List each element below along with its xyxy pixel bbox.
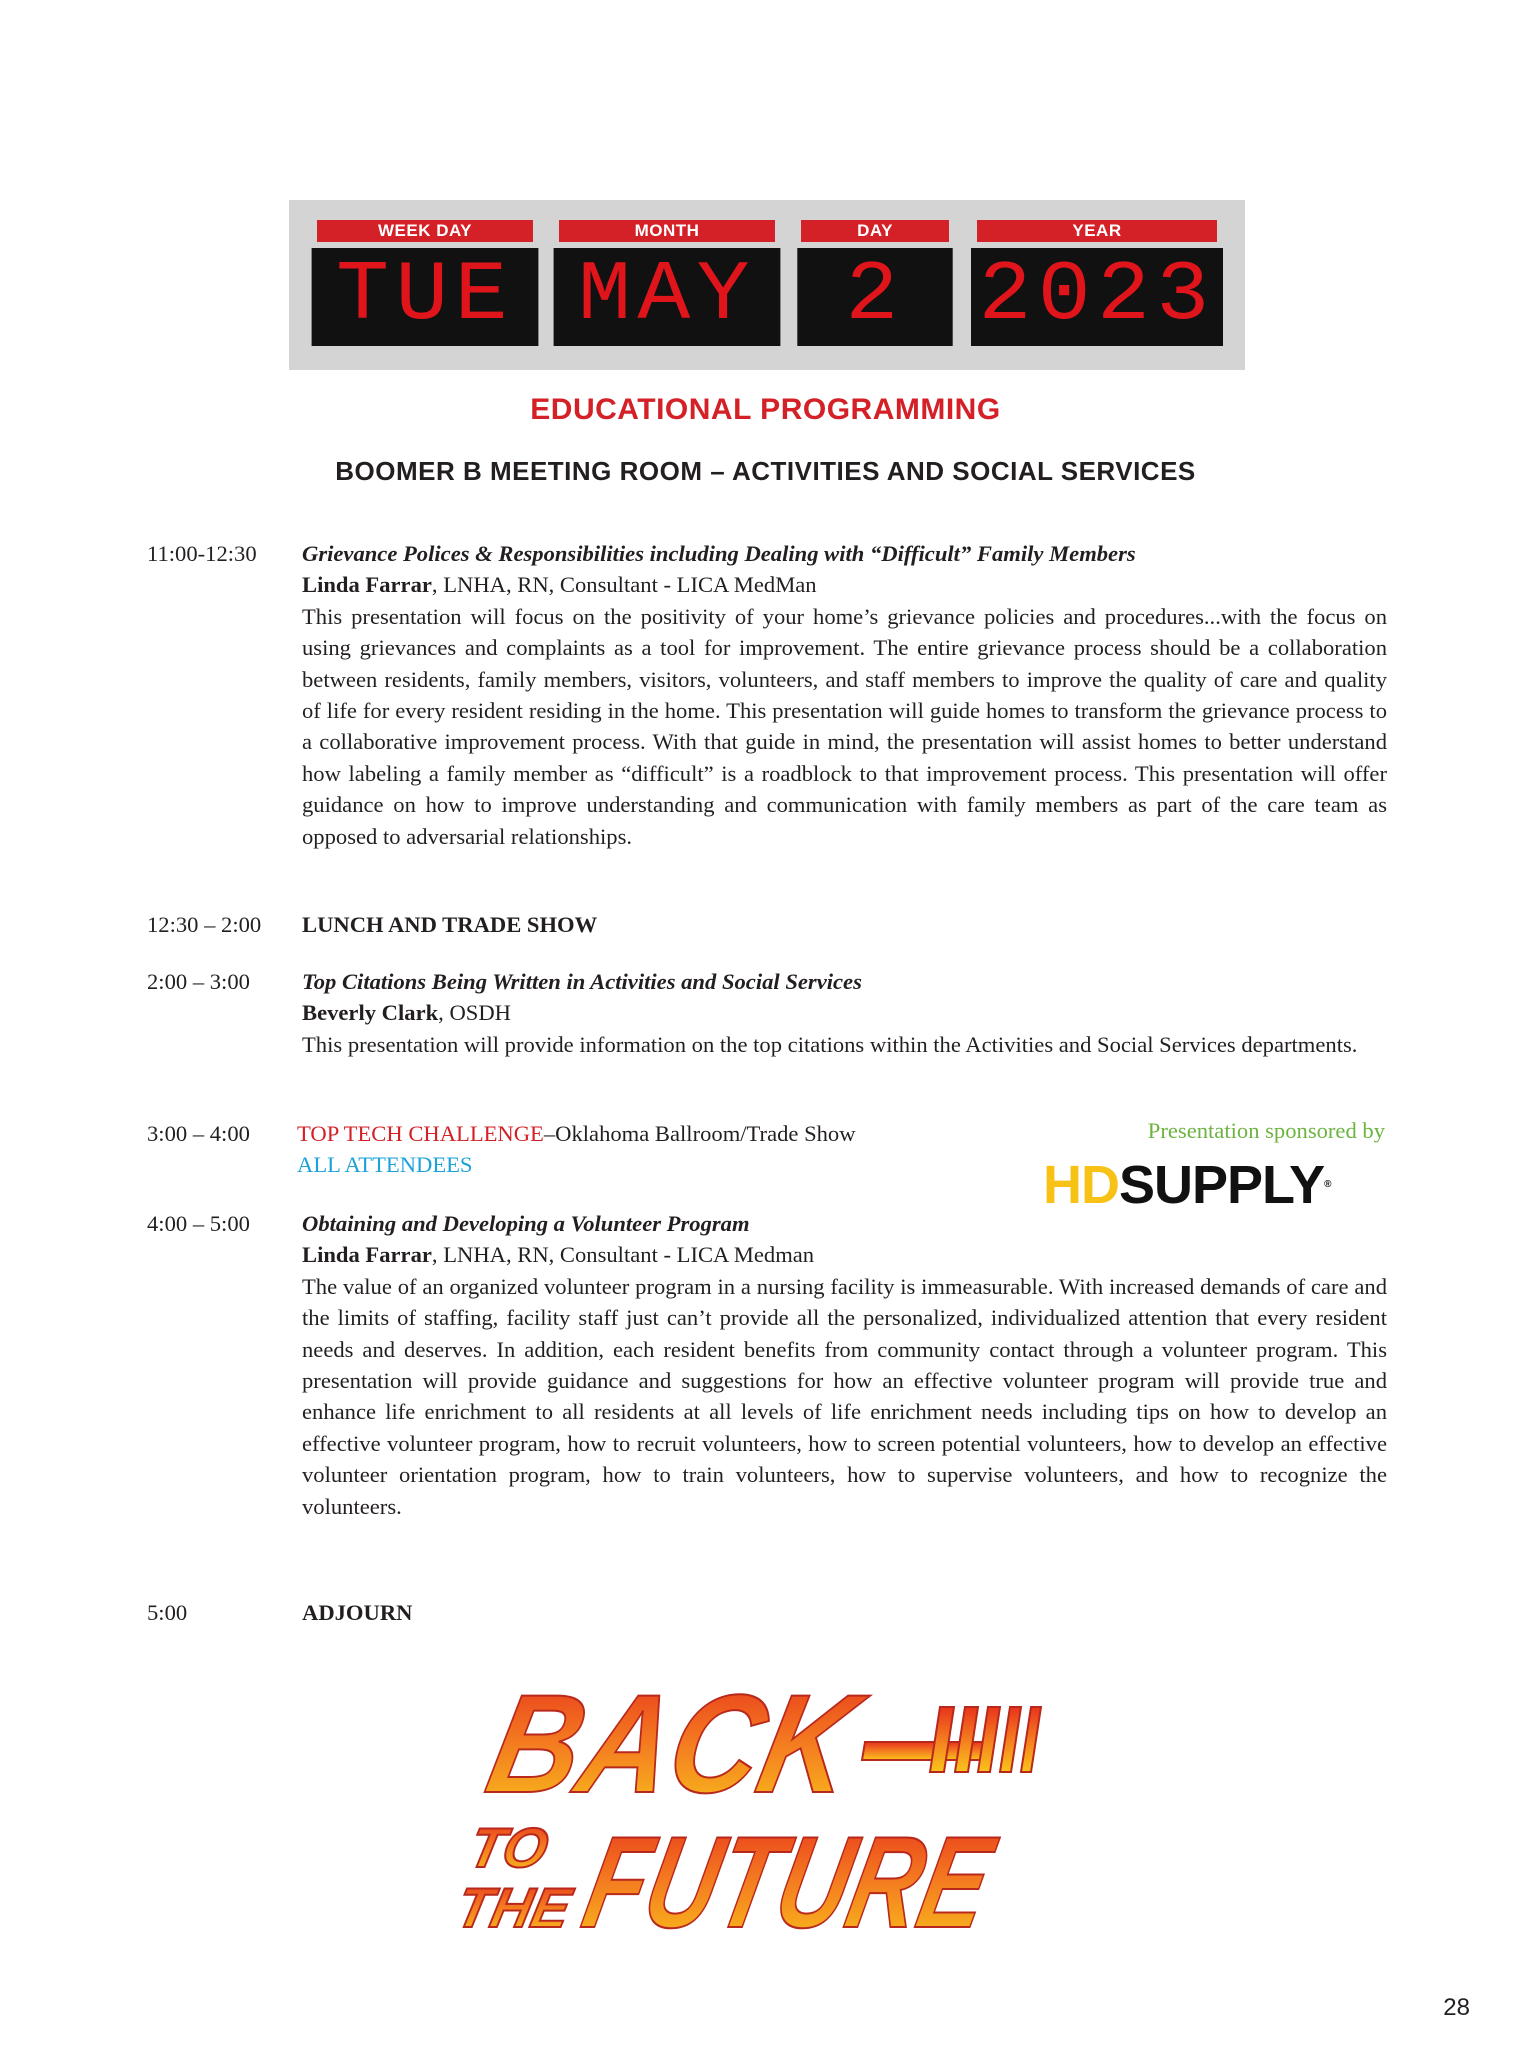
logo-speed-line <box>1000 1707 1021 1772</box>
session-title: Top Citations Being Written in Activities and Social Services <box>302 969 862 994</box>
schedule-item <box>147 909 1387 940</box>
session-title: LUNCH AND TRADE SHOW <box>302 912 598 937</box>
logo-speed-line <box>955 1707 978 1772</box>
weekday-cell <box>317 220 533 346</box>
weekday-value: TUE <box>312 248 539 346</box>
session-time: 11:00-12:30 <box>147 541 257 566</box>
session-body <box>302 1208 1387 1522</box>
supply-logo-word: SUPPLY <box>1119 1155 1325 1215</box>
challenge-title: TOP TECH CHALLENGE <box>297 1121 544 1146</box>
session-time: 5:00 <box>147 1600 188 1625</box>
session-description: This presentation will provide information on the top citations within the Activities and Social Services departments. <box>302 1031 1358 1057</box>
day-label: DAY <box>801 220 949 242</box>
schedule-item <box>147 538 1387 852</box>
logo-speed-line <box>930 1707 954 1772</box>
speaker-detail: , OSDH <box>438 1000 511 1026</box>
year-value: 2023 <box>971 248 1223 346</box>
schedule-item <box>147 1118 967 1181</box>
speaker-name: Linda Farrar <box>302 1242 432 1268</box>
session-description: This presentation will focus on the positivity of your home’s grievance policies and procedures...with the focus on using grievances and complaints as a tool for improvement. The entire grievance process should be a collaboration between residents, family members, visitors, volunteers, and staff members to improve the quality of care and quality of life for every resident residing in the home. This presentation will guide homes to transform the grievance process to a collaborative improvement process. With that guide in mind, the presentation will assist homes to better understand how labeling a family member as “difficult” is a roadblock to that improvement process. This presentation will offer guidance on how to improve understanding and communication with family members as part of the care team as opposed to adversarial relationships. <box>302 603 1387 849</box>
logo-speed-lines <box>862 1707 1041 1772</box>
speaker-name: Beverly Clark <box>302 1000 439 1026</box>
session-body <box>297 1118 967 1181</box>
speaker-name: Linda Farrar <box>302 572 432 598</box>
session-speaker <box>302 997 1387 1028</box>
session-description: The value of an organized volunteer program in a nursing facility is immeasurable. With increased demands of care and the limits of staffing, facility staff just can’t provide all the personalized, individualized attention that every resident needs and deserves. In addition, each resident benefits from community contact through a volunteer program. This presentation will provide guidance and suggestions for how an effective volunteer program will provide true and enhance life enrichment to all residents at all levels of life enrichment needs including tips on how to develop an effective volunteer program, how to recruit volunteers, how to screen potential volunteers, how to develop an effective volunteer orientation program, how to train volunteers, how to supervise volunteers, and how to recognize the volunteers. <box>302 1273 1387 1519</box>
session-speaker <box>302 1239 1387 1270</box>
schedule-item <box>147 1208 1387 1522</box>
session-time: 3:00 – 4:00 <box>147 1121 250 1146</box>
page-number: 28 <box>1443 1994 1470 2021</box>
registered-mark: ® <box>1324 1179 1331 1190</box>
day-cell <box>801 220 949 346</box>
speaker-detail: , LNHA, RN, Consultant - LICA MedMan <box>431 572 817 598</box>
schedule-item <box>147 1597 1387 1628</box>
session-title: ADJOURN <box>302 1600 413 1625</box>
session-time: 12:30 – 2:00 <box>147 912 262 937</box>
speaker-detail: , LNHA, RN, Consultant - LICA Medman <box>431 1242 815 1268</box>
session-time: 4:00 – 5:00 <box>147 1211 250 1236</box>
session-audience: ALL ATTENDEES <box>297 1152 473 1178</box>
challenge-location: –Oklahoma Ballroom/Trade Show <box>543 1121 856 1146</box>
logo-word-back: BACK <box>475 1666 914 1823</box>
room-subtitle: BOOMER B MEETING ROOM – ACTIVITIES AND SOCIAL SERVICES <box>335 456 1196 486</box>
session-body <box>302 538 1387 852</box>
session-body <box>302 966 1387 1060</box>
session-body <box>302 1597 1387 1628</box>
page-title: EDUCATIONAL PROGRAMMING <box>530 393 1001 426</box>
schedule-item <box>147 966 1387 1060</box>
back-to-the-future-logo <box>451 1662 1131 1962</box>
date-display-panel <box>289 200 1245 370</box>
hd-logo-mark: HD <box>1043 1155 1119 1215</box>
logo-speed-line <box>1021 1707 1041 1772</box>
logo-word-to: TO <box>463 1816 554 1879</box>
hd-supply-logo <box>1043 1155 1388 1215</box>
session-title: Grievance Polices & Responsibilities including Dealing with “Difficult” Family Members <box>302 541 1136 566</box>
session-time: 2:00 – 3:00 <box>147 969 250 994</box>
month-cell <box>559 220 775 346</box>
session-title <box>297 1118 967 1149</box>
logo-speed-line <box>978 1707 1000 1772</box>
year-cell <box>977 220 1217 346</box>
sponsor-text: Presentation sponsored by <box>1147 1118 1385 1143</box>
year-label: YEAR <box>977 220 1217 242</box>
session-body <box>302 909 1387 940</box>
session-title: Obtaining and Developing a Volunteer Program <box>302 1211 750 1236</box>
month-value: MAY <box>554 248 781 346</box>
weekday-label: WEEK DAY <box>317 220 533 242</box>
logo-word-the: THE <box>451 1876 577 1939</box>
session-speaker <box>302 569 1387 600</box>
month-label: MONTH <box>559 220 775 242</box>
day-value: 2 <box>797 248 952 346</box>
logo-word-future: FUTURE <box>572 1809 1131 1955</box>
